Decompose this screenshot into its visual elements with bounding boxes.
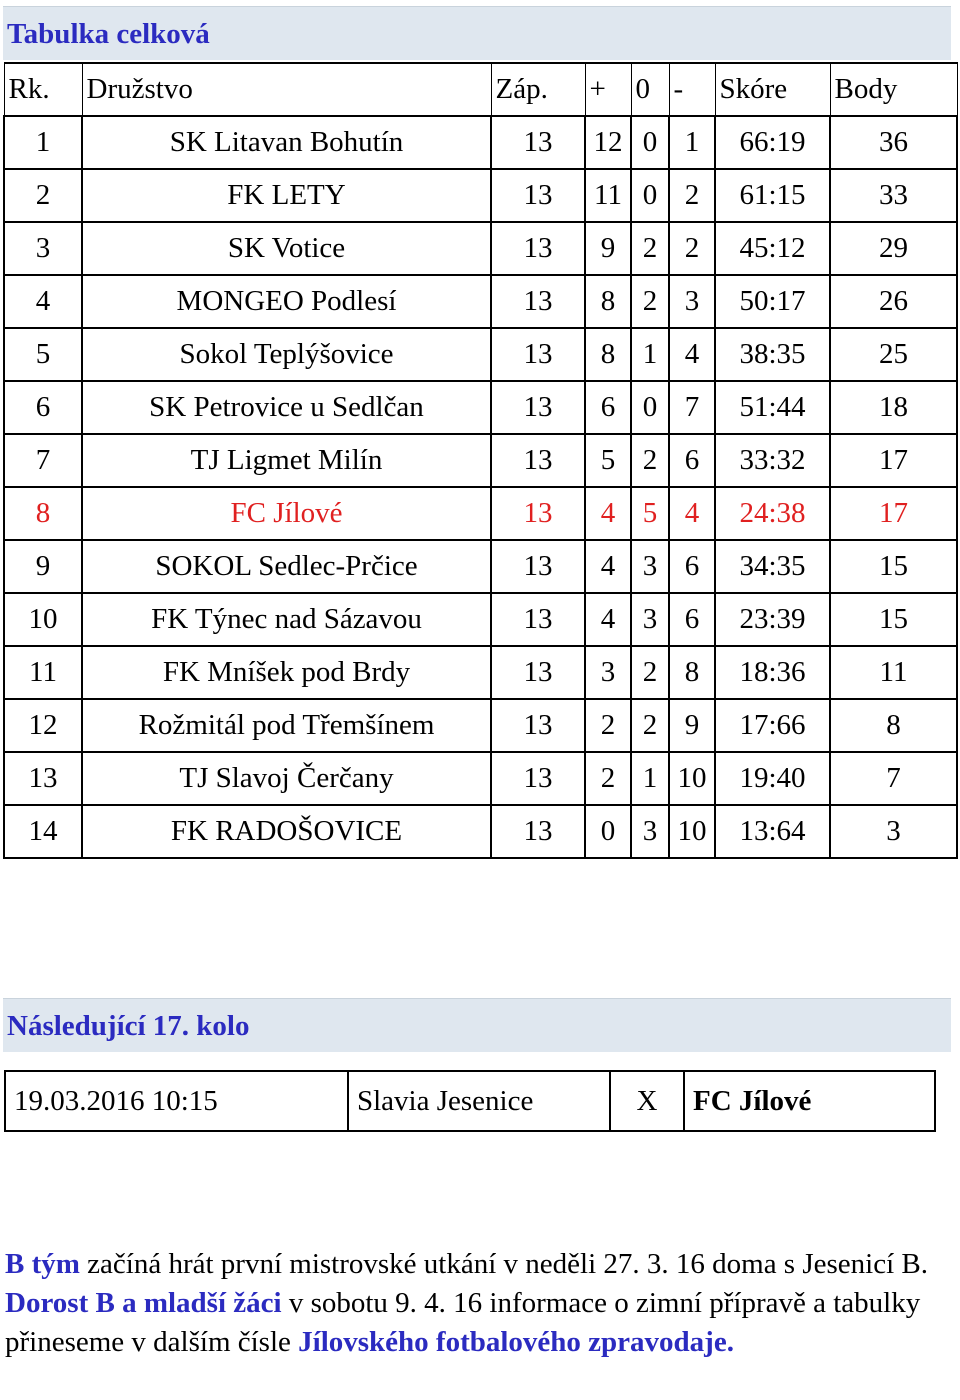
table-row: [4, 275, 957, 328]
cell-losses: 4: [669, 328, 715, 381]
cell-wins: 8: [585, 275, 631, 328]
header-played: Záp.: [491, 63, 585, 116]
cell-points: 15: [830, 593, 957, 646]
cell-draws: 3: [631, 593, 669, 646]
cell-losses: 6: [669, 540, 715, 593]
cell-team: FK LETY: [82, 169, 491, 222]
note-text-2: v sobotu 9. 4. 16 informace o zimní přípravě a tabulky přineseme v dalším čísle: [5, 1287, 921, 1358]
info-paragraph: [5, 1245, 945, 1362]
cell-wins: 4: [585, 540, 631, 593]
cell-losses: 3: [669, 275, 715, 328]
cell-score: 33:32: [715, 434, 830, 487]
table-row: [4, 381, 957, 434]
table-row: [4, 646, 957, 699]
cell-draws: 2: [631, 275, 669, 328]
cell-draws: 3: [631, 805, 669, 858]
cell-draws: 1: [631, 328, 669, 381]
cell-losses: 7: [669, 381, 715, 434]
cell-played: 13: [491, 116, 585, 169]
cell-team: TJ Ligmet Milín: [82, 434, 491, 487]
table-row: [4, 328, 957, 381]
cell-wins: 8: [585, 328, 631, 381]
cell-team: TJ Slavoj Čerčany: [82, 752, 491, 805]
cell-points: 3: [830, 805, 957, 858]
match-team-home: FC Jílové: [684, 1071, 935, 1131]
cell-losses: 8: [669, 646, 715, 699]
cell-team: FC Jílové: [82, 487, 491, 540]
cell-played: 13: [491, 434, 585, 487]
table-row: [4, 222, 957, 275]
cell-rank: 6: [4, 381, 82, 434]
cell-rank: 13: [4, 752, 82, 805]
header-points: Body: [830, 63, 957, 116]
cell-points: 8: [830, 699, 957, 752]
cell-draws: 2: [631, 434, 669, 487]
cell-rank: 10: [4, 593, 82, 646]
cell-points: 7: [830, 752, 957, 805]
cell-points: 18: [830, 381, 957, 434]
standings-title: Tabulka celková: [3, 6, 951, 60]
cell-played: 13: [491, 169, 585, 222]
standings-header-row: [4, 63, 957, 116]
cell-losses: 10: [669, 805, 715, 858]
cell-played: 13: [491, 275, 585, 328]
next-round-title: Následující 17. kolo: [3, 998, 951, 1052]
cell-played: 13: [491, 328, 585, 381]
cell-team: MONGEO Podlesí: [82, 275, 491, 328]
cell-score: 34:35: [715, 540, 830, 593]
table-row: [4, 487, 957, 540]
cell-team: FK RADOŠOVICE: [82, 805, 491, 858]
cell-wins: 2: [585, 752, 631, 805]
cell-points: 15: [830, 540, 957, 593]
cell-score: 61:15: [715, 169, 830, 222]
cell-wins: 4: [585, 487, 631, 540]
note-newsletter: Jílovského fotbalového zpravodaje.: [298, 1326, 734, 1358]
cell-team: FK Týnec nad Sázavou: [82, 593, 491, 646]
cell-score: 50:17: [715, 275, 830, 328]
match-vs: X: [610, 1071, 684, 1131]
cell-wins: 3: [585, 646, 631, 699]
cell-score: 45:12: [715, 222, 830, 275]
table-row: [4, 116, 957, 169]
table-row: [4, 699, 957, 752]
table-row: [4, 805, 957, 858]
cell-points: 29: [830, 222, 957, 275]
cell-draws: 0: [631, 381, 669, 434]
cell-rank: 14: [4, 805, 82, 858]
cell-score: 17:66: [715, 699, 830, 752]
cell-team: Sokol Teplýšovice: [82, 328, 491, 381]
cell-score: 38:35: [715, 328, 830, 381]
cell-draws: 1: [631, 752, 669, 805]
cell-rank: 7: [4, 434, 82, 487]
cell-draws: 2: [631, 646, 669, 699]
cell-points: 33: [830, 169, 957, 222]
cell-wins: 11: [585, 169, 631, 222]
cell-wins: 6: [585, 381, 631, 434]
cell-rank: 2: [4, 169, 82, 222]
next-match-table: [4, 1070, 936, 1132]
cell-score: 24:38: [715, 487, 830, 540]
note-youth: Dorost B a mladší žáci: [5, 1287, 282, 1319]
cell-draws: 2: [631, 699, 669, 752]
cell-score: 18:36: [715, 646, 830, 699]
cell-score: 13:64: [715, 805, 830, 858]
cell-rank: 4: [4, 275, 82, 328]
cell-points: 11: [830, 646, 957, 699]
cell-team: Rožmitál pod Třemšínem: [82, 699, 491, 752]
table-row: [4, 540, 957, 593]
cell-score: 66:19: [715, 116, 830, 169]
cell-team: FK Mníšek pod Brdy: [82, 646, 491, 699]
cell-losses: 6: [669, 593, 715, 646]
cell-played: 13: [491, 381, 585, 434]
cell-score: 19:40: [715, 752, 830, 805]
cell-rank: 11: [4, 646, 82, 699]
cell-played: 13: [491, 593, 585, 646]
cell-rank: 8: [4, 487, 82, 540]
cell-played: 13: [491, 805, 585, 858]
cell-draws: 0: [631, 169, 669, 222]
header-draws: 0: [631, 63, 669, 116]
cell-rank: 5: [4, 328, 82, 381]
cell-wins: 12: [585, 116, 631, 169]
cell-points: 17: [830, 487, 957, 540]
cell-played: 13: [491, 540, 585, 593]
table-row: [4, 752, 957, 805]
header-losses: -: [669, 63, 715, 116]
cell-played: 13: [491, 222, 585, 275]
cell-wins: 5: [585, 434, 631, 487]
cell-draws: 5: [631, 487, 669, 540]
cell-draws: 3: [631, 540, 669, 593]
cell-score: 51:44: [715, 381, 830, 434]
cell-wins: 0: [585, 805, 631, 858]
cell-played: 13: [491, 699, 585, 752]
cell-losses: 2: [669, 222, 715, 275]
header-wins: +: [585, 63, 631, 116]
cell-losses: 2: [669, 169, 715, 222]
next-match-row: [5, 1071, 935, 1131]
cell-draws: 2: [631, 222, 669, 275]
cell-points: 25: [830, 328, 957, 381]
standings-table: [3, 62, 958, 859]
cell-points: 26: [830, 275, 957, 328]
header-rank: Rk.: [4, 63, 82, 116]
cell-draws: 0: [631, 116, 669, 169]
note-b-team: B tým: [5, 1248, 80, 1280]
match-datetime: 19.03.2016 10:15: [5, 1071, 348, 1131]
table-row: [4, 593, 957, 646]
cell-played: 13: [491, 752, 585, 805]
cell-wins: 4: [585, 593, 631, 646]
cell-rank: 3: [4, 222, 82, 275]
cell-rank: 1: [4, 116, 82, 169]
cell-losses: 10: [669, 752, 715, 805]
cell-losses: 4: [669, 487, 715, 540]
cell-team: SK Litavan Bohutín: [82, 116, 491, 169]
cell-score: 23:39: [715, 593, 830, 646]
cell-team: SK Petrovice u Sedlčan: [82, 381, 491, 434]
cell-played: 13: [491, 487, 585, 540]
cell-losses: 6: [669, 434, 715, 487]
cell-points: 17: [830, 434, 957, 487]
header-score: Skóre: [715, 63, 830, 116]
cell-team: SOKOL Sedlec-Prčice: [82, 540, 491, 593]
match-team-away: Slavia Jesenice: [348, 1071, 610, 1131]
cell-losses: 9: [669, 699, 715, 752]
cell-wins: 2: [585, 699, 631, 752]
cell-losses: 1: [669, 116, 715, 169]
cell-rank: 9: [4, 540, 82, 593]
table-row: [4, 434, 957, 487]
cell-played: 13: [491, 646, 585, 699]
cell-wins: 9: [585, 222, 631, 275]
note-text-1: začíná hrát první mistrovské utkání v neděli 27. 3. 16 doma s Jesenicí B.: [79, 1248, 928, 1280]
table-row: [4, 169, 957, 222]
cell-team: SK Votice: [82, 222, 491, 275]
cell-rank: 12: [4, 699, 82, 752]
header-team: Družstvo: [82, 63, 491, 116]
cell-points: 36: [830, 116, 957, 169]
